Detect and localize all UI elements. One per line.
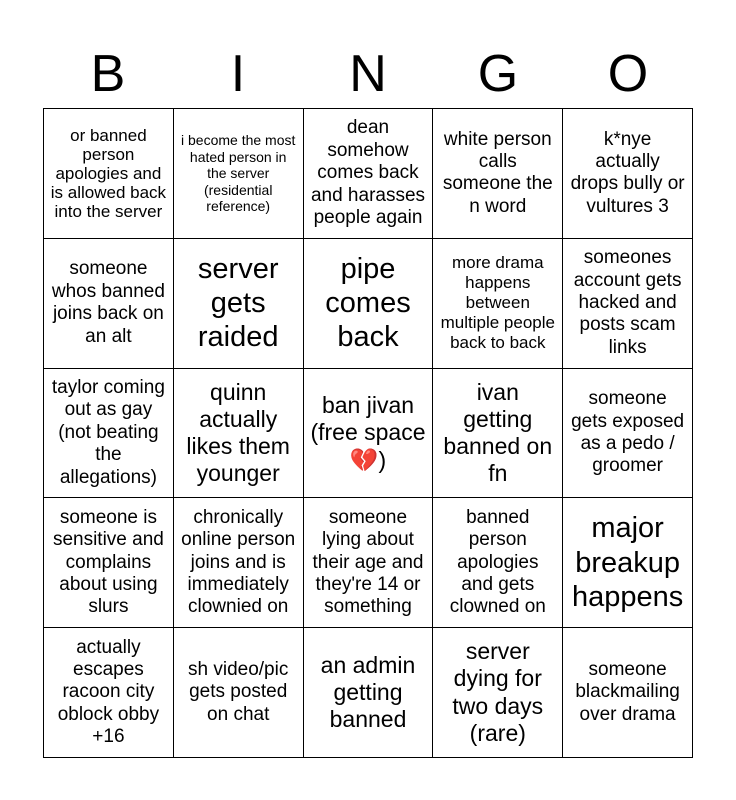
bingo-cell-2-2[interactable] [174,239,304,369]
cell-text: i become the most hated person in the server (residential reference) [181,132,296,215]
cell-text: someone is sensitive and complains about using slurs [52,506,164,618]
cell-text: major breakup happens [571,512,684,613]
cell-text: an admin getting banned [320,651,416,733]
cell-text: taylor coming out as gay (not beating the allegations) [51,376,165,488]
cell-text: k*nye actually drops bully or vultures 3 [570,128,685,217]
bingo-cell-1-2[interactable] [174,109,304,239]
bingo-cell-4-2[interactable] [174,498,304,628]
cell-text: white person calls someone the n word [442,128,553,217]
bingo-cell-1-5[interactable] [563,109,693,239]
bingo-cell-2-3[interactable] [304,239,434,369]
header-letter-n: N [349,45,387,103]
bingo-header [43,40,693,108]
cell-text: someone blackmailing over drama [575,658,680,725]
cell-text: sh video/pic gets posted on chat [188,658,289,725]
cell-text: ban jivan (free space 💔) [310,392,426,473]
bingo-cell-3-2[interactable] [174,369,304,499]
bingo-cell-5-1[interactable] [44,628,174,758]
cell-text: actually escapes racoon city oblock obby +16 [57,636,160,748]
bingo-cell-5-2[interactable] [174,628,304,758]
bingo-cell-3-3[interactable] [304,369,434,499]
bingo-cell-4-3[interactable] [304,498,434,628]
bingo-cell-2-1[interactable] [44,239,174,369]
bingo-cell-1-3[interactable] [304,109,434,239]
cell-text: someones account gets hacked and posts scam links [573,247,682,358]
cell-text: server gets raided [197,252,279,354]
cell-text: someone lying about their age and they're 14 or something [312,506,424,618]
cell-text: ivan getting banned on fn [443,378,553,487]
bingo-cell-2-5[interactable] [563,239,693,369]
bingo-cell-5-3[interactable] [304,628,434,758]
cell-text: more drama happens between multiple people back to back [440,253,555,353]
cell-text: dean somehow comes back and harasses people again [310,117,426,228]
bingo-cell-4-5[interactable] [563,498,693,628]
cell-text: or banned person apologies and is allowed back into the server [50,125,167,221]
bingo-cell-1-4[interactable] [433,109,563,239]
cell-text: someone whos banned joins back on an alt [51,258,165,347]
bingo-cell-2-4[interactable] [433,239,563,369]
cell-text: quinn actually likes them younger [186,378,290,487]
bingo-cell-4-4[interactable] [433,498,563,628]
bingo-cell-3-1[interactable] [44,369,174,499]
bingo-cell-1-1[interactable] [44,109,174,239]
header-letter-i: I [230,45,246,103]
cell-text: server dying for two days (rare) [452,638,544,746]
header-letter-b: B [90,45,126,103]
bingo-cell-5-5[interactable] [563,628,693,758]
bingo-cell-4-1[interactable] [44,498,174,628]
bingo-cell-5-4[interactable] [433,628,563,758]
cell-text: banned person apologies and gets clowned on [449,506,546,618]
cell-text: someone gets exposed as a pedo / groomer [571,388,685,477]
cell-text: chronically online person joins and is immediately clownied on [181,506,296,618]
bingo-cell-3-5[interactable] [563,369,693,499]
header-letter-g: G [477,45,519,103]
bingo-cell-3-4[interactable] [433,369,563,499]
header-letter-o: O [607,45,649,103]
cell-text: pipe comes back [325,252,411,354]
bingo-grid [43,108,693,758]
